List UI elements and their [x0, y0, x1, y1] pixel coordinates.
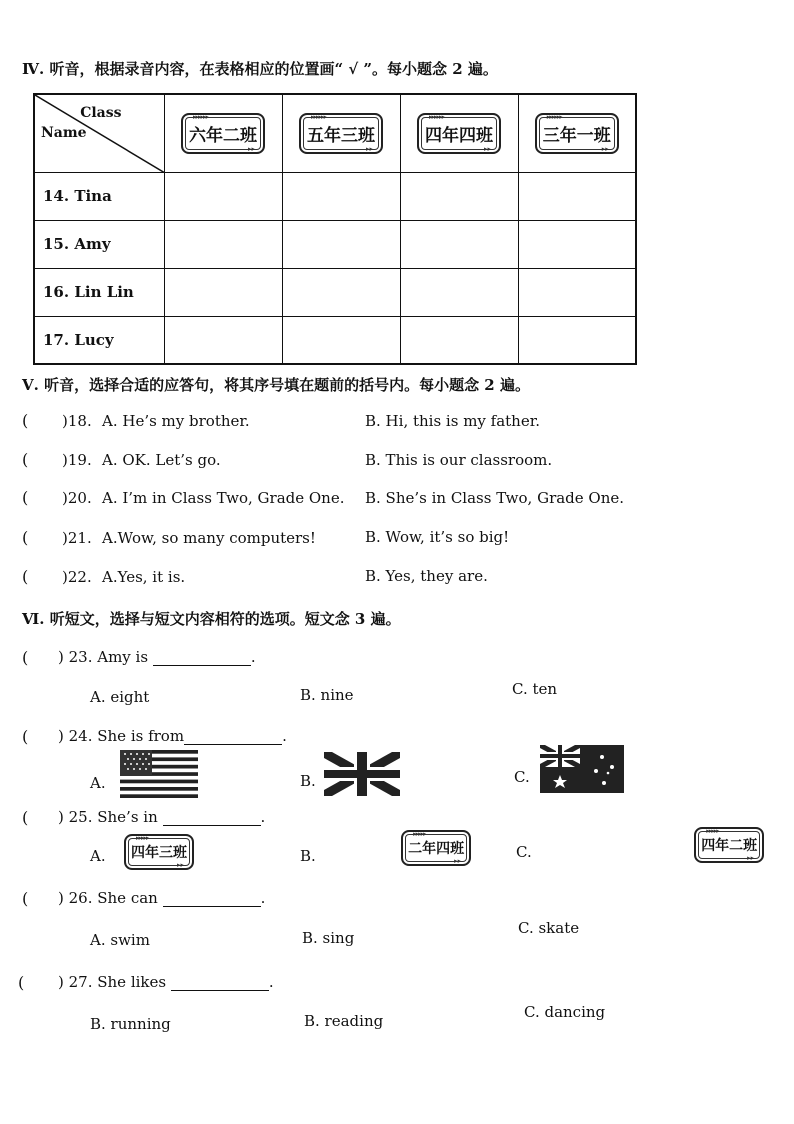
question-number: )20.	[62, 489, 92, 507]
answer-cell[interactable]	[400, 268, 518, 316]
answer-paren[interactable]: (	[18, 973, 25, 992]
table-row	[34, 268, 636, 316]
option-a: A. OK. Let’s go.	[102, 451, 221, 469]
option-a: A. swim	[90, 931, 150, 949]
option-c: C. dancing	[524, 1003, 606, 1021]
row-name: 16. Lin Lin	[34, 268, 164, 316]
answer-cell[interactable]	[282, 172, 400, 220]
answer-paren[interactable]: (	[22, 727, 29, 746]
option-b: B.	[300, 772, 316, 790]
answer-blank[interactable]	[163, 825, 261, 826]
answer-cell[interactable]	[518, 220, 636, 268]
class-sign-b: ▸▸▸▸▸ 二年四班 ▸▸	[401, 830, 471, 866]
option-a: A.	[90, 847, 106, 865]
answer-blank[interactable]	[153, 665, 251, 666]
option-b: B. Wow, it’s so big!	[365, 528, 510, 546]
column-header	[518, 94, 636, 172]
class-sign-c: ▸▸▸▸▸ 四年二班 ▸▸	[694, 827, 764, 863]
option-a: A.	[90, 774, 106, 792]
option-c: C. skate	[518, 919, 580, 937]
question-stem: ) 27. She likes .	[58, 973, 274, 991]
uk-flag-icon	[324, 752, 400, 796]
class-sign-a: ▸▸▸▸▸ 四年三班 ▸▸	[124, 834, 194, 870]
option-b: B. She’s in Class Two, Grade One.	[365, 489, 625, 507]
class-sign: ▸▸▸▸▸▸ 三年一班 ▸▸	[535, 113, 619, 154]
class-table	[33, 93, 637, 365]
option-b: B. reading	[304, 1012, 384, 1030]
corner-class-label: Class	[80, 105, 122, 121]
answer-cell[interactable]	[518, 316, 636, 364]
australia-flag-icon	[540, 745, 624, 793]
answer-paren[interactable]: (	[22, 528, 29, 547]
answer-cell[interactable]	[282, 220, 400, 268]
option-b: B. Hi, this is my father.	[365, 412, 541, 430]
option-c: C. ten	[512, 680, 558, 698]
section-6-title: Ⅵ. 听短文，选择与短文内容相符的选项。短文念 3 遍。	[22, 610, 401, 628]
answer-paren[interactable]: (	[22, 488, 29, 507]
option-a: A. eight	[90, 688, 150, 706]
question-stem: ) 24. She is from .	[58, 727, 287, 745]
question-number: )22.	[62, 568, 92, 586]
column-header	[164, 94, 282, 172]
option-c: C.	[516, 843, 532, 861]
usa-flag-icon	[120, 750, 198, 798]
table-row	[34, 172, 636, 220]
class-sign: ▸▸▸▸▸▸ 五年三班 ▸▸	[299, 113, 383, 154]
option-c: C.	[514, 768, 530, 786]
question-stem: ) 26. She can .	[58, 889, 266, 907]
class-sign: ▸▸▸▸▸▸ 四年四班 ▸▸	[417, 113, 501, 154]
question-number: )18.	[62, 412, 92, 430]
option-b: B. Yes, they are.	[365, 567, 488, 585]
answer-paren[interactable]: (	[22, 889, 29, 908]
column-header	[282, 94, 400, 172]
option-a: B. running	[90, 1015, 171, 1033]
row-name: 15. Amy	[34, 220, 164, 268]
answer-cell[interactable]	[164, 220, 282, 268]
answer-cell[interactable]	[164, 172, 282, 220]
option-b: B. nine	[300, 686, 354, 704]
option-b: B. This is our classroom.	[365, 451, 553, 469]
row-name: 14. Tina	[34, 172, 164, 220]
corner-name-label: Name	[41, 125, 87, 141]
answer-paren[interactable]: (	[22, 567, 29, 586]
option-a: A. He’s my brother.	[102, 412, 250, 430]
class-sign: ▸▸▸▸▸▸ 六年二班 ▸▸	[181, 113, 265, 154]
option-a: A. I’m in Class Two, Grade One.	[102, 489, 345, 507]
answer-cell[interactable]	[400, 172, 518, 220]
answer-paren[interactable]: (	[22, 808, 29, 827]
option-b: B.	[300, 847, 316, 865]
question-number: )19.	[62, 451, 92, 469]
question-stem: ) 23. Amy is .	[58, 648, 256, 666]
table-row	[34, 220, 636, 268]
row-name: 17. Lucy	[34, 316, 164, 364]
answer-paren[interactable]: (	[22, 648, 29, 667]
answer-cell[interactable]	[400, 316, 518, 364]
answer-cell[interactable]	[518, 268, 636, 316]
answer-cell[interactable]	[282, 316, 400, 364]
answer-blank[interactable]	[171, 990, 269, 991]
answer-cell[interactable]	[518, 172, 636, 220]
table-corner-header	[34, 94, 164, 172]
option-a: A.Yes, it is.	[102, 568, 186, 586]
option-b: B. sing	[302, 929, 355, 947]
table-row	[34, 316, 636, 364]
answer-paren[interactable]: (	[22, 411, 29, 430]
answer-cell[interactable]	[164, 268, 282, 316]
answer-paren[interactable]: (	[22, 450, 29, 469]
question-stem: ) 25. She’s in .	[58, 808, 266, 826]
answer-cell[interactable]	[164, 316, 282, 364]
section-4-title: Ⅳ. 听音，根据录音内容，在表格相应的位置画“ √ ”。每小题念 2 遍。	[22, 60, 498, 78]
question-number: )21.	[62, 529, 92, 547]
answer-blank[interactable]	[184, 744, 282, 745]
section-5-title: Ⅴ. 听音，选择合适的应答句，将其序号填在题前的括号内。每小题念 2 遍。	[22, 376, 530, 394]
answer-cell[interactable]	[400, 220, 518, 268]
answer-cell[interactable]	[282, 268, 400, 316]
option-a: A.Wow, so many computers!	[102, 529, 316, 547]
answer-blank[interactable]	[163, 906, 261, 907]
column-header	[400, 94, 518, 172]
